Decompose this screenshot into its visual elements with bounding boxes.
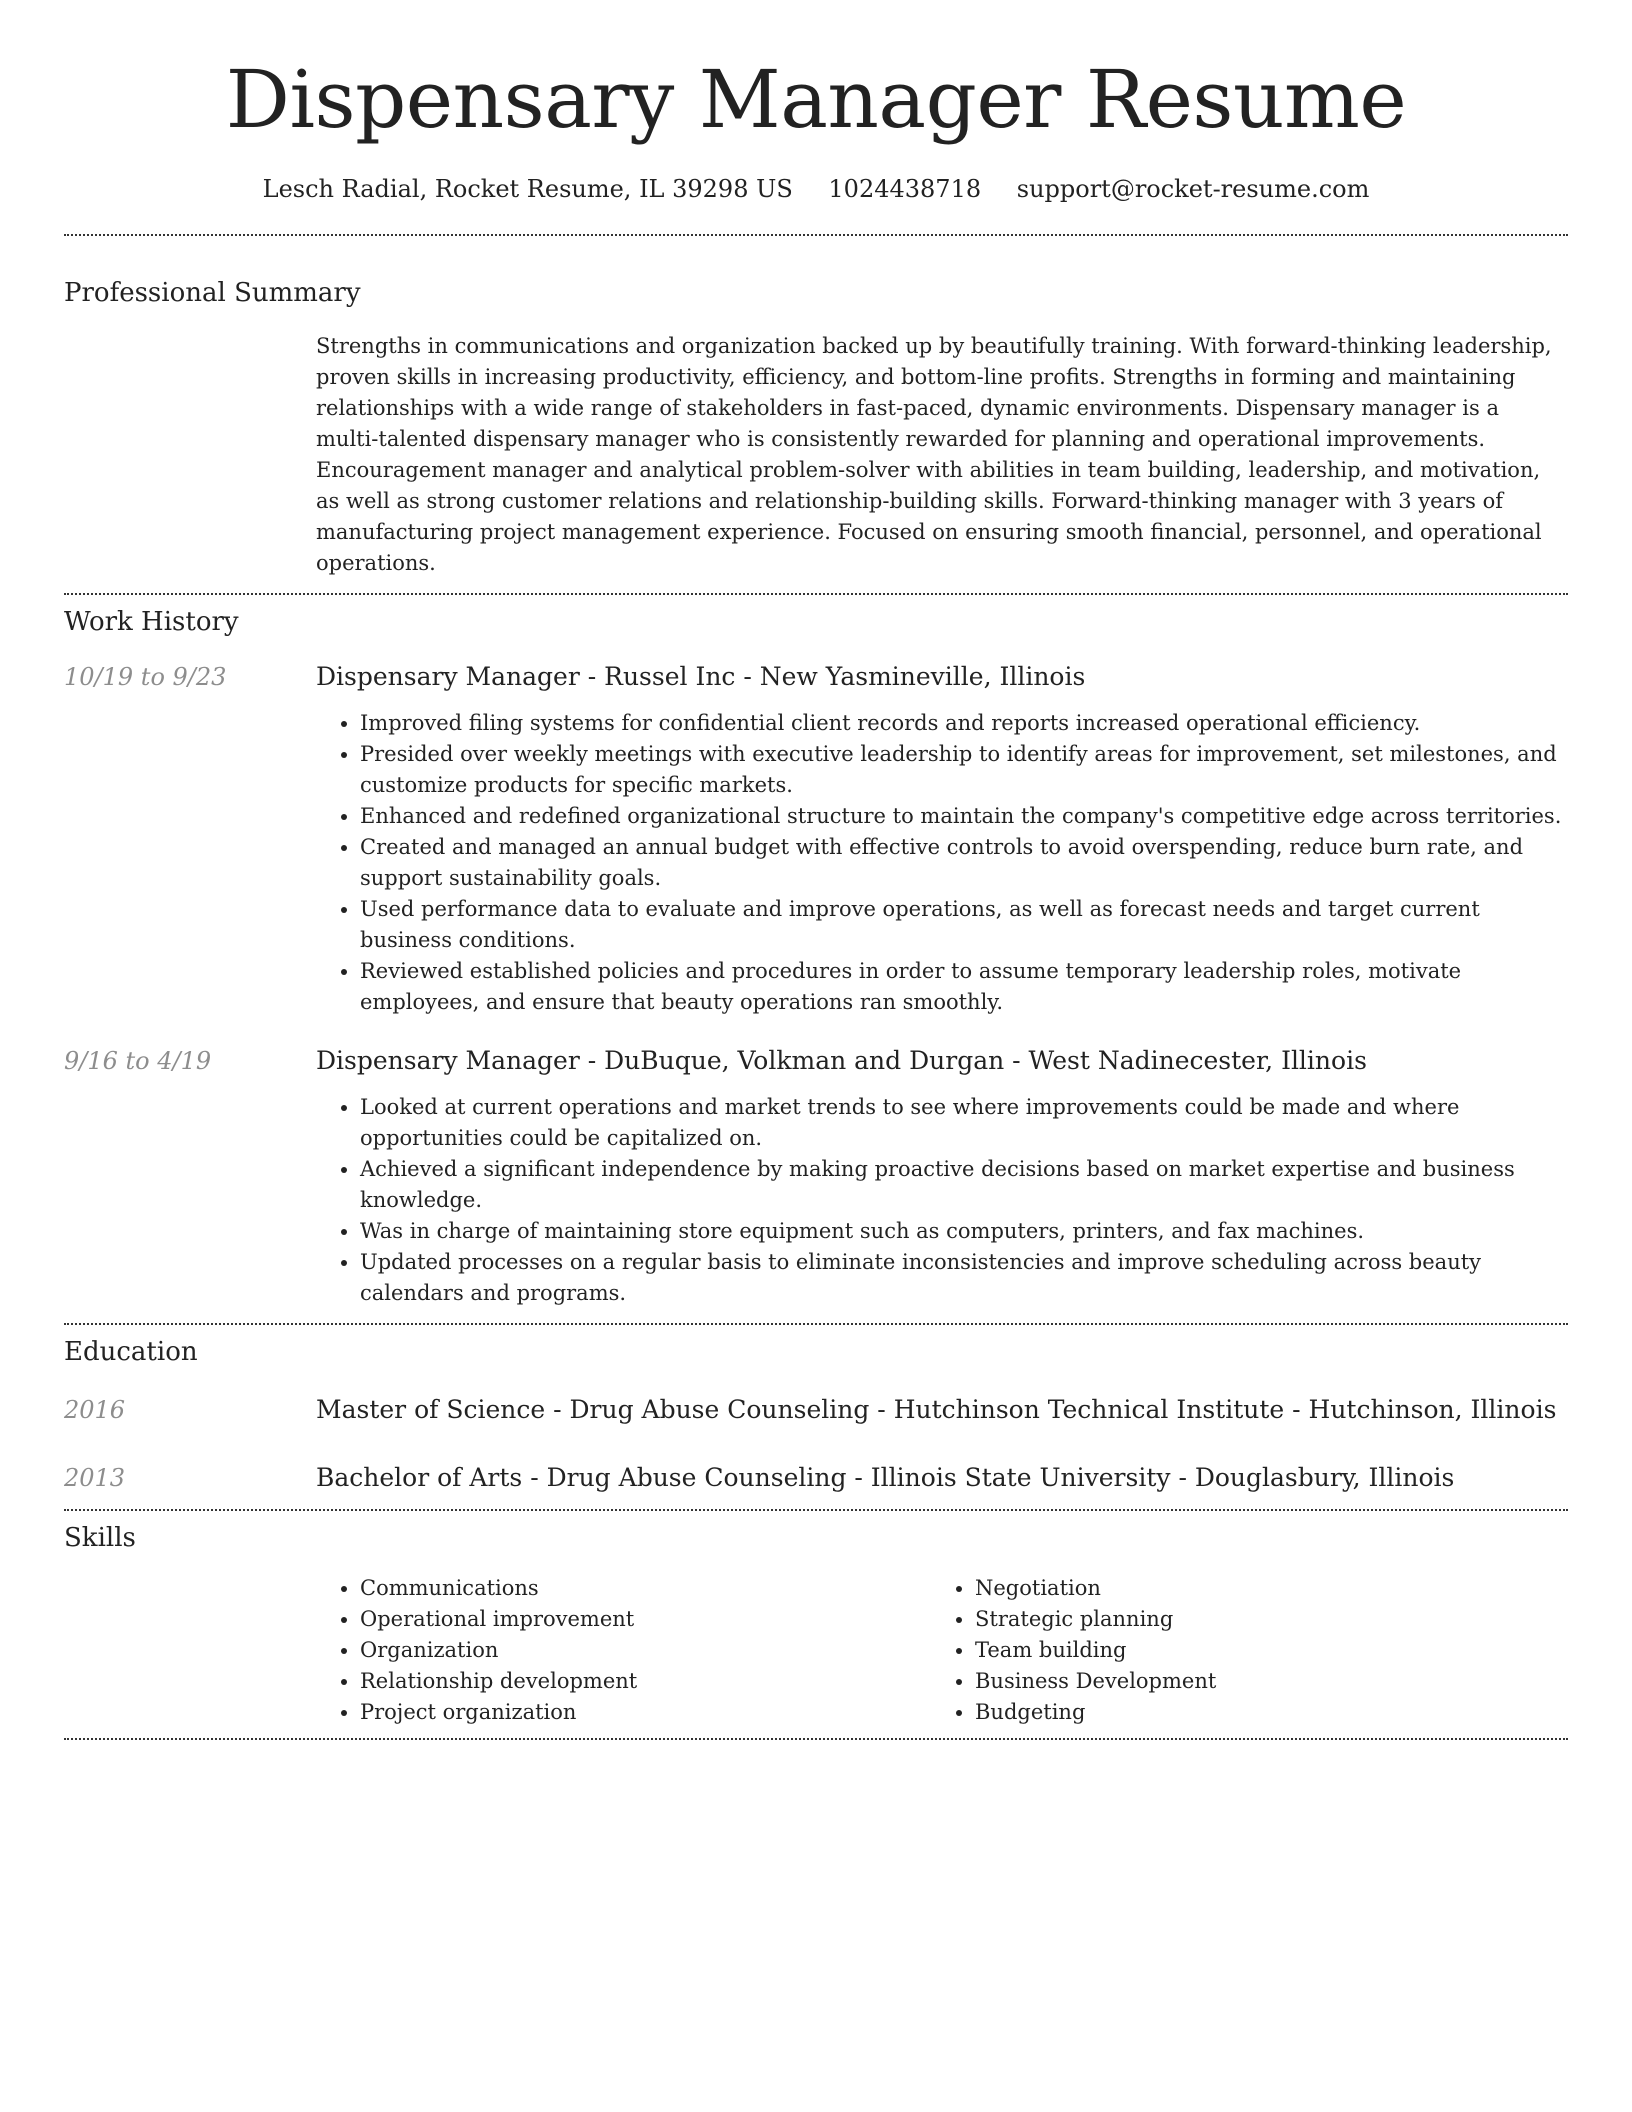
job-body (316, 1044, 1568, 1309)
list-item: • Achieved a significant independence by making proactive decisions based on market expertise and business knowledge. (360, 1154, 1568, 1216)
resume-header (64, 0, 1568, 206)
skill-item: • Business Development (975, 1666, 1546, 1697)
skills-section (64, 1511, 1568, 1738)
job-body (316, 660, 1568, 1018)
job-heading: Dispensary Manager - DuBuque, Volkman and Durgan - West Nadinecester, Illinois (316, 1046, 1367, 1075)
job-entry (64, 1044, 1568, 1323)
list-item: • Used performance data to evaluate and improve operations, as well as forecast needs and target current business conditions. (360, 894, 1568, 956)
work-history-heading: Work History (64, 607, 239, 637)
list-item: • Updated processes on a regular basis to eliminate inconsistencies and improve scheduling across beauty calendars and programs. (360, 1247, 1568, 1309)
summary-section (64, 236, 1568, 593)
degree-heading: Bachelor of Arts - Drug Abuse Counseling - Illinois State University - Douglasbury, Illinois (316, 1463, 1455, 1492)
job-bullets (316, 708, 1568, 1018)
job-bullets (316, 1092, 1568, 1309)
skill-item: • Organization (360, 1635, 931, 1666)
skill-item: • Team building (975, 1635, 1546, 1666)
skills-column-left (316, 1573, 931, 1728)
work-history-section (64, 595, 1568, 1323)
skills-heading: Skills (64, 1523, 136, 1553)
skill-item: • Project organization (360, 1697, 931, 1728)
contact-phone: 1024438718 (828, 175, 982, 203)
resume-title: Dispensary Manager Resume (225, 53, 1407, 146)
education-section (64, 1325, 1568, 1509)
job-heading: Dispensary Manager - Russel Inc - New Yasmineville, Illinois (316, 662, 1086, 691)
job-entry (64, 660, 1568, 1018)
education-body (316, 1393, 1568, 1427)
skill-item: • Relationship development (360, 1666, 931, 1697)
skills-grid (316, 1573, 1568, 1738)
list-item: • Enhanced and redefined organizational structure to maintain the company's competitive edge across territories. (360, 801, 1568, 832)
skill-item: • Budgeting (975, 1697, 1546, 1728)
contact-address: Lesch Radial, Rocket Resume, IL 39298 US (262, 175, 793, 203)
degree-heading: Master of Science - Drug Abuse Counseling - Hutchinson Technical Institute - Hutchinson, Illinois (316, 1395, 1557, 1424)
contact-email: support@rocket-resume.com (1016, 175, 1370, 203)
skill-item: • Operational improvement (360, 1604, 931, 1635)
education-year: 2013 (64, 1464, 126, 1492)
list-item: • Looked at current operations and market trends to see where improvements could be made and where opportunities could be capitalized on. (360, 1092, 1568, 1154)
education-year: 2016 (64, 1396, 126, 1424)
list-item: • Reviewed established policies and procedures in order to assume temporary leadership roles, motivate employees, and ensure that beauty operations ran smoothly. (360, 956, 1568, 1018)
list-item: • Improved filing systems for confidential client records and reports increased operational efficiency. (360, 708, 1568, 739)
education-body (316, 1461, 1568, 1495)
summary-text: Strengths in communications and organization backed up by beautifully training. With forward-thinking leadership, proven skills in increasing productivity, efficiency, and bottom-line profits. Strengths in forming and maintaining relationships with a wide range of stakeholders in fast-paced, dynamic environments. Dispensary manager is a multi-talented dispensary manager who is consistently rewarded for planning and operational improvements. Encouragement manager and analytical problem-solver with abilities in team building, leadership, and motivation, as well as strong customer relations and relationship-building skills. Forward-thinking manager with 3 years of manufacturing project management experience. Focused on ensuring smooth financial, personnel, and operational operations. (316, 334, 1552, 575)
list-item: • Was in charge of maintaining store equipment such as computers, printers, and fax machines. (360, 1216, 1568, 1247)
section-divider (64, 1738, 1568, 1740)
skills-list (316, 1573, 931, 1728)
education-entry (64, 1393, 1568, 1427)
education-heading: Education (64, 1337, 198, 1367)
skill-item: • Communications (360, 1573, 931, 1604)
skill-item: • Negotiation (975, 1573, 1546, 1604)
job-dates: 9/16 to 4/19 (64, 1047, 212, 1075)
skills-list (931, 1573, 1546, 1728)
list-item: • Presided over weekly meetings with executive leadership to identify areas for improvement, set milestones, and customize products for specific markets. (360, 739, 1568, 801)
education-entry (64, 1461, 1568, 1509)
summary-heading: Professional Summary (64, 278, 361, 308)
skills-column-right (931, 1573, 1546, 1728)
job-dates: 10/19 to 9/23 (64, 663, 227, 691)
skill-item: • Strategic planning (975, 1604, 1546, 1635)
contact-line (64, 172, 1568, 206)
list-item: • Created and managed an annual budget with effective controls to avoid overspending, reduce burn rate, and support sustainability goals. (360, 832, 1568, 894)
